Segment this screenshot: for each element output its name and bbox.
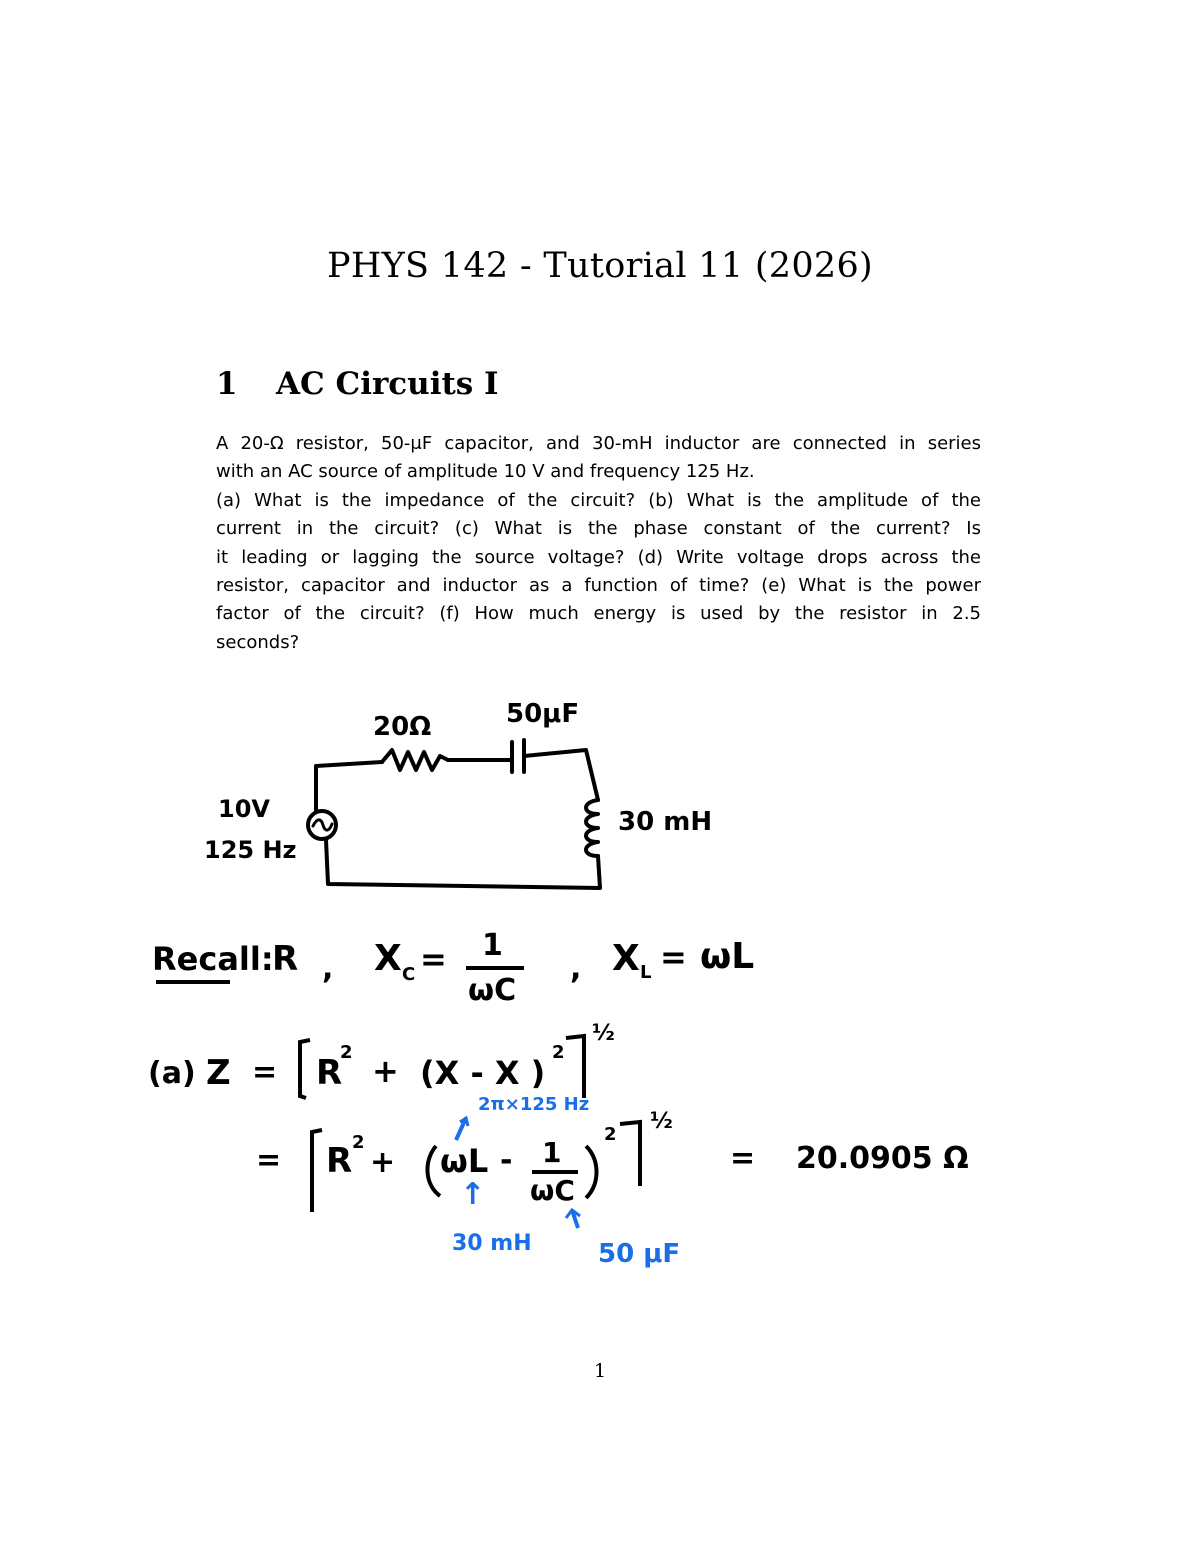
r-square: 2: [340, 1042, 353, 1063]
xc-equals: =: [420, 940, 447, 978]
problem-line: (a) What is the impedance of the circuit? (b) What is the amplitude of the: [216, 489, 981, 511]
problem-line: it leading or lagging the source voltage? (d) Write voltage drops across the: [216, 546, 981, 568]
bracket-right-2: [620, 1122, 640, 1186]
eq-sign-2: =: [256, 1143, 282, 1178]
eq-sign-3: =: [730, 1141, 756, 1176]
blue-omega-annotation: 2π×125 Hz: [478, 1094, 590, 1115]
r-square-2: 2: [352, 1132, 365, 1153]
wire-top-left: [316, 762, 382, 810]
problem-line: resistor, capacitor and inductor as a function of time? (e) What is the power: [216, 575, 981, 597]
paren-right: [586, 1146, 597, 1198]
problem-line: A 20-Ω resistor, 50-μF capacitor, and 30-mH inductor are connected in series: [216, 433, 981, 454]
circuit-diagram: [308, 740, 600, 888]
problem-line: factor of the circuit? (f) How much energy is used by the resistor in 2.5: [216, 603, 981, 625]
r-term: R: [316, 1053, 343, 1093]
plus-sign-2: +: [370, 1145, 396, 1180]
inductor-label: 30 mH: [618, 807, 713, 837]
recall-comma: ,: [322, 951, 334, 986]
bracket-right: [566, 1036, 584, 1098]
recall-label: Recall:: [152, 940, 274, 978]
part-a-label: (a): [148, 1056, 196, 1091]
inductor-symbol: [586, 800, 598, 856]
diff-square: 2: [552, 1042, 565, 1063]
impedance-symbol: Z: [206, 1053, 231, 1093]
blue-l-annotation: 30 mH: [452, 1231, 532, 1256]
xl-subscript: L: [640, 962, 652, 983]
section-number: 1: [216, 366, 238, 402]
minus-sign: -: [500, 1143, 513, 1178]
xl-value: ωL: [700, 936, 755, 977]
eq-sign: =: [252, 1055, 278, 1090]
plus-sign: +: [372, 1052, 399, 1090]
wire-top-right: [524, 750, 598, 800]
section-title: AC Circuits I: [276, 366, 499, 402]
impedance-result: 20.0905 Ω: [796, 1141, 969, 1176]
page-number: 1: [593, 1360, 607, 1382]
blue-arrow-l: ↑: [460, 1177, 486, 1212]
xl-equals: =: [660, 938, 687, 976]
half-power: ½: [592, 1021, 615, 1046]
xc-numerator: 1: [482, 928, 503, 963]
source-frequency-label: 125 Hz: [204, 836, 297, 864]
diff-square-2: 2: [604, 1124, 617, 1145]
frac-numerator: 1: [542, 1136, 562, 1169]
problem-line: with an AC source of amplitude 10 V and frequency 125 Hz.: [216, 461, 755, 483]
frac-denominator: ωC: [530, 1174, 575, 1207]
reactance-difference: (X - X ): [420, 1054, 546, 1092]
resistor-symbol: [382, 750, 448, 770]
half-power-2: ½: [650, 1109, 673, 1134]
omega-l-term: ωL: [440, 1142, 489, 1180]
page-title: PHYS 142 - Tutorial 11 (2026): [326, 246, 874, 286]
source-voltage-label: 10V: [218, 795, 270, 823]
problem-line: seconds?: [216, 631, 300, 653]
r-term-2: R: [326, 1141, 353, 1181]
wire-bottom: [326, 840, 600, 888]
bracket-left-2: [312, 1130, 322, 1212]
ac-wave-icon: [313, 820, 332, 830]
paren-left: [427, 1146, 440, 1196]
bracket-left: [300, 1040, 310, 1098]
blue-c-annotation: 50 μF: [598, 1239, 681, 1269]
capacitor-label: 50μF: [506, 699, 580, 729]
xc-subscript: C: [402, 964, 416, 985]
xc-symbol: X: [374, 938, 402, 979]
recall-comma-2: ,: [570, 951, 582, 986]
resistor-label: 20Ω: [373, 712, 432, 742]
xl-symbol: X: [612, 938, 640, 979]
problem-line: current in the circuit? (c) What is the phase constant of the current? Is: [216, 518, 981, 540]
recall-r: R: [272, 939, 299, 979]
xc-denominator: ωC: [468, 973, 517, 1008]
